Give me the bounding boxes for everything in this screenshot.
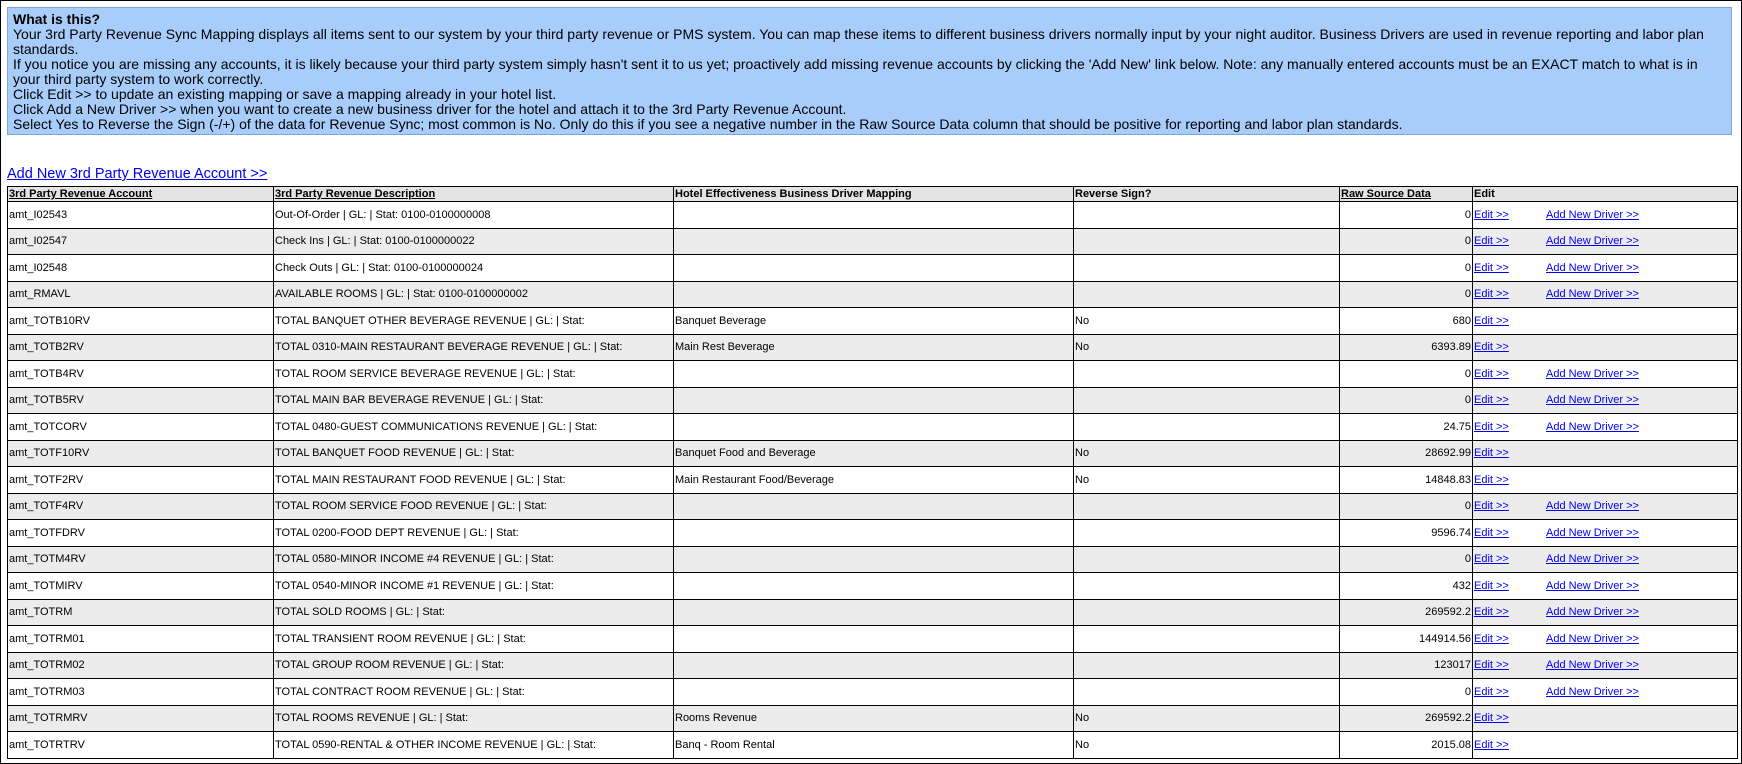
info-line-4: Click Add a New Driver >> when you want to create a new business driver for the hotel and attach it to the 3rd Party Revenue Account. [13,101,847,117]
reverse-sign-cell: No [1074,308,1340,335]
add-new-driver-link[interactable]: Add New Driver >> [1546,420,1639,433]
raw-source-data-cell: 432 [1340,573,1473,600]
mapping-cell [674,414,1074,441]
description-cell: TOTAL 0590-RENTAL & OTHER INCOME REVENUE | GL: | Stat: [274,732,674,759]
reverse-sign-cell [1074,520,1340,547]
reverse-sign-cell [1074,361,1340,388]
reverse-sign-cell [1074,255,1340,282]
raw-source-data-cell: 123017 [1340,652,1473,679]
add-new-driver-link[interactable]: Add New Driver >> [1546,394,1639,407]
edit-link[interactable]: Edit >> [1474,606,1509,619]
table-row [8,308,1738,335]
account-cell: amt_TOTB5RV [8,387,274,414]
account-cell: amt_TOTRMRV [8,705,274,732]
edit-cell [1473,599,1738,626]
header-mapping: Hotel Effectiveness Business Driver Mapping [674,187,1074,202]
header-reverse-sign: Reverse Sign? [1074,187,1340,202]
edit-link[interactable]: Edit >> [1474,553,1509,566]
edit-link[interactable]: Edit >> [1474,579,1509,592]
table-row [8,573,1738,600]
reverse-sign-cell [1074,652,1340,679]
edit-link[interactable]: Edit >> [1474,526,1509,539]
add-new-driver-link[interactable]: Add New Driver >> [1546,288,1639,301]
raw-source-data-cell: 24.75 [1340,414,1473,441]
info-panel [7,7,1732,135]
table-row [8,732,1738,759]
description-cell: TOTAL 0540-MINOR INCOME #1 REVENUE | GL: | Stat: [274,573,674,600]
edit-cell [1473,202,1738,229]
edit-cell [1473,520,1738,547]
add-new-driver-link[interactable]: Add New Driver >> [1546,606,1639,619]
header-description[interactable]: 3rd Party Revenue Description [274,187,674,202]
account-cell: amt_TOTRM03 [8,679,274,706]
description-cell: TOTAL 0580-MINOR INCOME #4 REVENUE | GL: | Stat: [274,546,674,573]
description-cell: TOTAL BANQUET FOOD REVENUE | GL: | Stat: [274,440,674,467]
description-cell: Out-Of-Order | GL: | Stat: 0100-0100000008 [274,202,674,229]
reverse-sign-cell [1074,546,1340,573]
mapping-cell [674,520,1074,547]
raw-source-data-cell: 0 [1340,281,1473,308]
edit-cell [1473,361,1738,388]
table-row [8,705,1738,732]
reverse-sign-cell [1074,599,1340,626]
info-line-5: Select Yes to Reverse the Sign (-/+) of the data for Revenue Sync; most common is No. Only do this if you see a negative number in the Raw Source Data column that should be positive for reporting and labor plan standards. [13,116,1403,132]
table-row [8,255,1738,282]
table-row [8,599,1738,626]
table-row [8,334,1738,361]
add-new-driver-link[interactable]: Add New Driver >> [1546,685,1639,698]
raw-source-data-cell: 0 [1340,679,1473,706]
description-cell: TOTAL MAIN BAR BEVERAGE REVENUE | GL: | Stat: [274,387,674,414]
edit-link[interactable]: Edit >> [1474,420,1509,433]
reverse-sign-cell: No [1074,467,1340,494]
account-cell: amt_TOTF10RV [8,440,274,467]
account-cell: amt_TOTF4RV [8,493,274,520]
account-cell: amt_TOTRM01 [8,626,274,653]
edit-link[interactable]: Edit >> [1474,261,1509,274]
table-row [8,281,1738,308]
mapping-cell [674,387,1074,414]
table-row [8,414,1738,441]
add-new-account-link[interactable]: Add New 3rd Party Revenue Account >> [7,166,268,182]
edit-cell [1473,414,1738,441]
raw-source-data-cell: 0 [1340,361,1473,388]
raw-source-data-cell: 14848.83 [1340,467,1473,494]
description-cell: Check Ins | GL: | Stat: 0100-0100000022 [274,228,674,255]
edit-link[interactable]: Edit >> [1474,685,1509,698]
account-cell: amt_TOTFDRV [8,520,274,547]
description-cell: TOTAL ROOM SERVICE FOOD REVENUE | GL: | Stat: [274,493,674,520]
account-cell: amt_TOTRM02 [8,652,274,679]
description-cell: TOTAL GROUP ROOM REVENUE | GL: | Stat: [274,652,674,679]
raw-source-data-cell: 9596.74 [1340,520,1473,547]
reverse-sign-cell [1074,202,1340,229]
table-row [8,228,1738,255]
description-cell: TOTAL 0200-FOOD DEPT REVENUE | GL: | Stat: [274,520,674,547]
info-title: What is this? [13,11,101,27]
table-row [8,520,1738,547]
reverse-sign-cell [1074,281,1340,308]
reverse-sign-cell: No [1074,732,1340,759]
edit-cell [1473,255,1738,282]
raw-source-data-cell: 2015.08 [1340,732,1473,759]
account-cell: amt_I02543 [8,202,274,229]
add-new-driver-link[interactable]: Add New Driver >> [1546,526,1639,539]
add-new-driver-link[interactable]: Add New Driver >> [1546,579,1639,592]
account-cell: amt_TOTM4RV [8,546,274,573]
raw-source-data-cell: 28692.99 [1340,440,1473,467]
mapping-cell [674,573,1074,600]
edit-cell [1473,334,1738,361]
raw-source-data-cell: 6393.89 [1340,334,1473,361]
raw-source-data-cell: 0 [1340,228,1473,255]
reverse-sign-cell: No [1074,705,1340,732]
mapping-cell: Banquet Food and Beverage [674,440,1074,467]
raw-source-data-cell: 269592.2 [1340,705,1473,732]
info-line-3: Click Edit >> to update an existing mapping or save a mapping already in your hotel list. [13,86,557,102]
table-row [8,387,1738,414]
edit-link[interactable]: Edit >> [1474,341,1509,354]
mapping-cell [674,202,1074,229]
mapping-cell: Banq - Room Rental [674,732,1074,759]
edit-cell [1473,652,1738,679]
account-cell: amt_TOTRM [8,599,274,626]
edit-link[interactable]: Edit >> [1474,500,1509,513]
edit-cell [1473,387,1738,414]
edit-link[interactable]: Edit >> [1474,288,1509,301]
edit-cell [1473,705,1738,732]
description-cell: TOTAL ROOMS REVENUE | GL: | Stat: [274,705,674,732]
description-cell: TOTAL MAIN RESTAURANT FOOD REVENUE | GL: | Stat: [274,467,674,494]
mapping-cell [674,281,1074,308]
reverse-sign-cell: No [1074,334,1340,361]
mapping-cell [674,228,1074,255]
reverse-sign-cell [1074,387,1340,414]
account-cell: amt_TOTB4RV [8,361,274,388]
add-new-driver-link[interactable]: Add New Driver >> [1546,500,1639,513]
edit-link[interactable]: Edit >> [1474,367,1509,380]
mapping-cell [674,546,1074,573]
edit-link[interactable]: Edit >> [1474,632,1509,645]
header-account[interactable]: 3rd Party Revenue Account [8,187,274,202]
mapping-cell [674,626,1074,653]
edit-link[interactable]: Edit >> [1474,473,1509,486]
description-cell: Check Outs | GL: | Stat: 0100-0100000024 [274,255,674,282]
raw-source-data-cell: 0 [1340,546,1473,573]
edit-cell [1473,573,1738,600]
description-cell: TOTAL SOLD ROOMS | GL: | Stat: [274,599,674,626]
edit-cell [1473,467,1738,494]
table-row [8,626,1738,653]
mapping-cell [674,493,1074,520]
raw-source-data-cell: 680 [1340,308,1473,335]
table-row [8,202,1738,229]
raw-source-data-cell: 0 [1340,255,1473,282]
add-new-driver-link[interactable]: Add New Driver >> [1546,659,1639,672]
table-row [8,546,1738,573]
description-cell: TOTAL BANQUET OTHER BEVERAGE REVENUE | GL: | Stat: [274,308,674,335]
table-header-row [8,187,1738,202]
add-new-driver-link[interactable]: Add New Driver >> [1546,553,1639,566]
mapping-cell [674,679,1074,706]
edit-cell [1473,626,1738,653]
account-cell: amt_TOTRTRV [8,732,274,759]
edit-cell [1473,493,1738,520]
edit-cell [1473,228,1738,255]
add-new-driver-link[interactable]: Add New Driver >> [1546,632,1639,645]
table-row [8,467,1738,494]
raw-source-data-cell: 269592.2 [1340,599,1473,626]
description-cell: AVAILABLE ROOMS | GL: | Stat: 0100-0100000002 [274,281,674,308]
table-row [8,440,1738,467]
edit-cell [1473,679,1738,706]
edit-link[interactable]: Edit >> [1474,208,1509,221]
reverse-sign-cell [1074,679,1340,706]
account-cell: amt_TOTCORV [8,414,274,441]
mapping-cell [674,599,1074,626]
description-cell: TOTAL 0480-GUEST COMMUNICATIONS REVENUE | GL: | Stat: [274,414,674,441]
account-cell: amt_RMAVL [8,281,274,308]
description-cell: TOTAL ROOM SERVICE BEVERAGE REVENUE | GL: | Stat: [274,361,674,388]
account-cell: amt_TOTB2RV [8,334,274,361]
edit-cell [1473,281,1738,308]
info-line-1: Your 3rd Party Revenue Sync Mapping displays all items sent to our system by your third party revenue or PMS system. You can map these items to different business drivers normally input by your night auditor. Business Drivers are used in revenue reporting and labor plan standards. [13,26,1704,57]
table-body [8,202,1738,759]
account-cell: amt_TOTMIRV [8,573,274,600]
add-new-driver-link[interactable]: Add New Driver >> [1546,261,1639,274]
raw-source-data-cell: 0 [1340,387,1473,414]
account-cell: amt_I02547 [8,228,274,255]
reverse-sign-cell [1074,626,1340,653]
info-line-2: If you notice you are missing any accounts, it is likely because your third party system simply hasn't sent it to us yet; proactively add missing revenue accounts by clicking the 'Add New' link below. Note: any manually entered accounts must be an EXACT match to what is in your third party system to work correctly. [13,56,1698,87]
description-cell: TOTAL 0310-MAIN RESTAURANT BEVERAGE REVENUE | GL: | Stat: [274,334,674,361]
table-row [8,652,1738,679]
table-row [8,361,1738,388]
edit-link[interactable]: Edit >> [1474,712,1509,725]
edit-cell [1473,732,1738,759]
description-cell: TOTAL TRANSIENT ROOM REVENUE | GL: | Stat: [274,626,674,653]
mapping-cell [674,361,1074,388]
mapping-cell [674,652,1074,679]
account-cell: amt_TOTB10RV [8,308,274,335]
mapping-cell [674,255,1074,282]
edit-cell [1473,440,1738,467]
edit-cell [1473,308,1738,335]
edit-link[interactable]: Edit >> [1474,314,1509,327]
raw-source-data-cell: 144914.56 [1340,626,1473,653]
reverse-sign-cell [1074,573,1340,600]
raw-source-data-cell: 0 [1340,202,1473,229]
reverse-sign-cell: No [1074,440,1340,467]
header-edit: Edit [1473,187,1738,202]
edit-link[interactable]: Edit >> [1474,659,1509,672]
raw-source-data-cell: 0 [1340,493,1473,520]
edit-link[interactable]: Edit >> [1474,235,1509,248]
add-new-driver-link[interactable]: Add New Driver >> [1546,235,1639,248]
edit-link[interactable]: Edit >> [1474,394,1509,407]
mapping-cell: Main Restaurant Food/Beverage [674,467,1074,494]
add-new-driver-link[interactable]: Add New Driver >> [1546,208,1639,221]
reverse-sign-cell [1074,414,1340,441]
revenue-mapping-table [7,186,1738,759]
reverse-sign-cell [1074,228,1340,255]
table-row [8,679,1738,706]
mapping-cell: Banquet Beverage [674,308,1074,335]
account-cell: amt_I02548 [8,255,274,282]
edit-link[interactable]: Edit >> [1474,447,1509,460]
edit-link[interactable]: Edit >> [1474,738,1509,751]
reverse-sign-cell [1074,493,1340,520]
mapping-cell: Rooms Revenue [674,705,1074,732]
mapping-cell: Main Rest Beverage [674,334,1074,361]
table-row [8,493,1738,520]
add-new-driver-link[interactable]: Add New Driver >> [1546,367,1639,380]
account-cell: amt_TOTF2RV [8,467,274,494]
description-cell: TOTAL CONTRACT ROOM REVENUE | GL: | Stat: [274,679,674,706]
edit-cell [1473,546,1738,573]
header-raw-source-data[interactable]: Raw Source Data [1340,187,1473,202]
